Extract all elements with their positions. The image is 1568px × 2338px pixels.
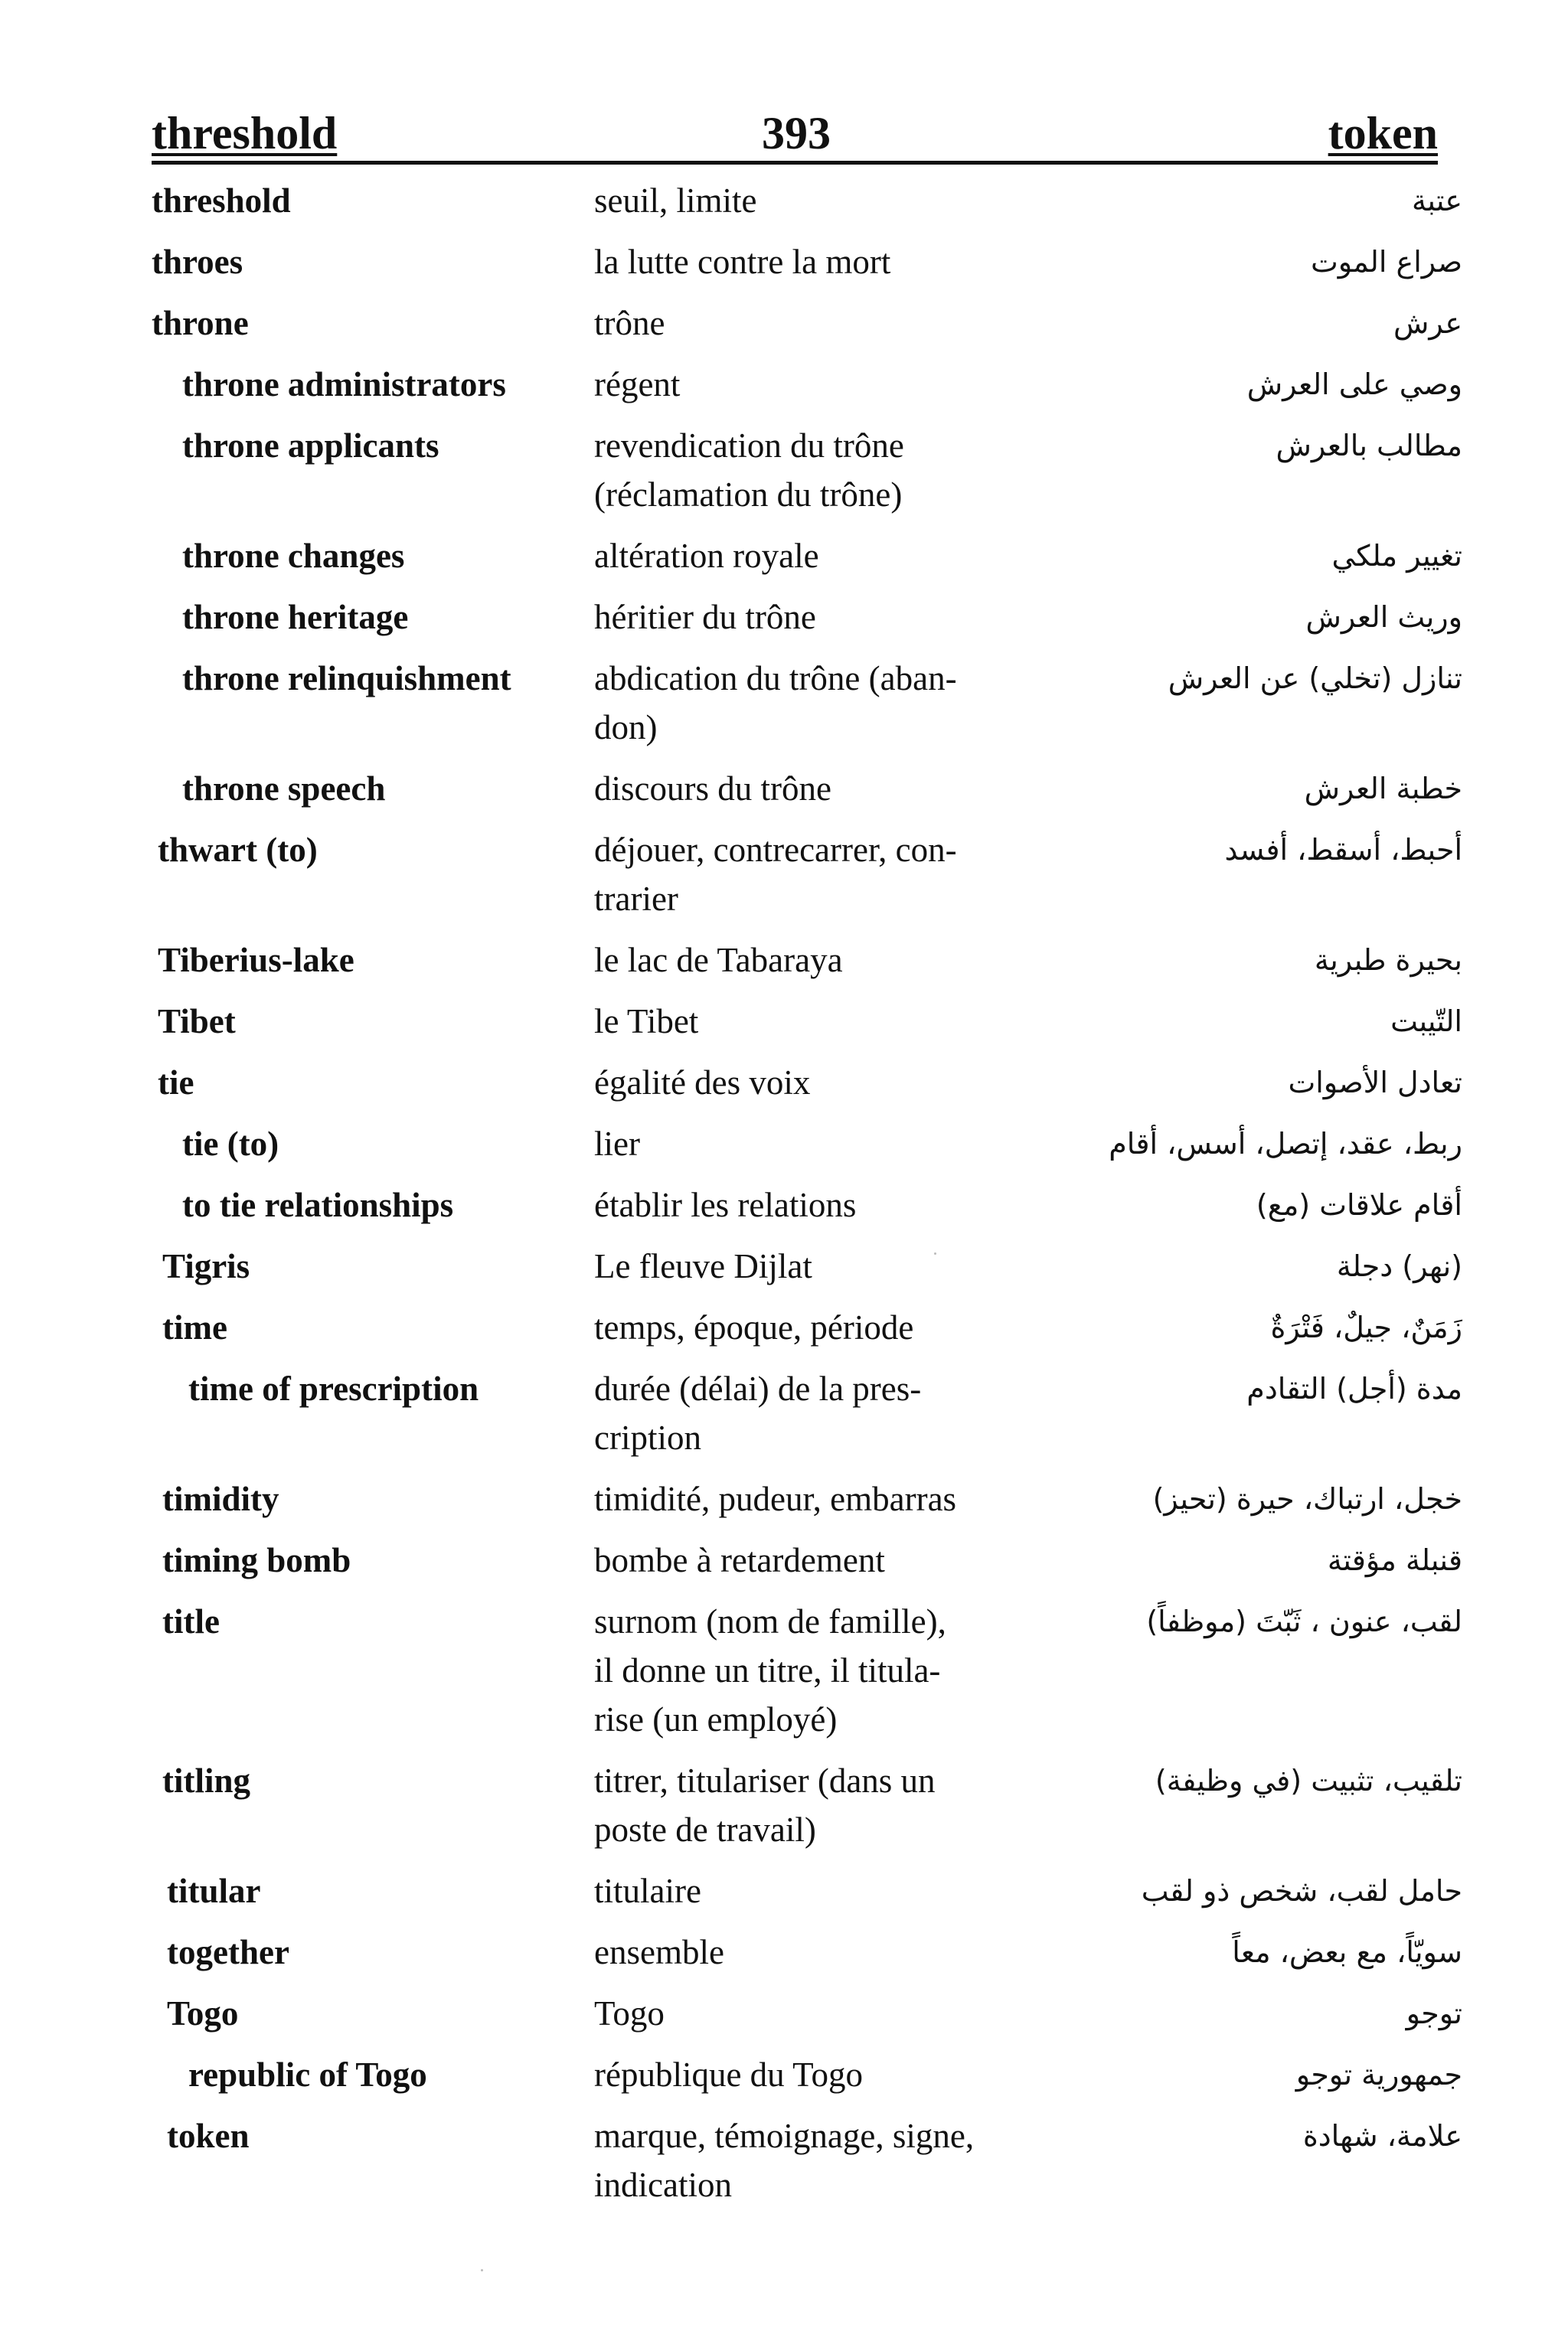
- entry-row: [0, 593, 1568, 642]
- french-translation: la lutte contre la mort: [594, 243, 891, 281]
- header-first-word: threshold: [152, 108, 338, 158]
- french-translation: timidité, pudeur, embarras: [594, 1480, 957, 1518]
- french-translation: régent: [594, 365, 681, 403]
- french-translation: discours du trône: [594, 769, 831, 808]
- arabic-translation: علامة، شهادة: [1302, 2119, 1462, 2153]
- arabic-translation: أقام علاقات (مع): [1256, 1188, 1462, 1222]
- entry-row: [0, 997, 1568, 1046]
- french-translation: Le fleuve Dijlat: [594, 1247, 812, 1285]
- french-translation: le lac de Tabaraya: [594, 941, 843, 979]
- arabic-translation: قنبلة مؤقتة: [1327, 1543, 1462, 1577]
- arabic-translation: خجل، ارتباك، حيرة (تحيز): [1152, 1482, 1462, 1516]
- entry-row: [0, 2111, 1568, 2209]
- arabic-translation: تعادل الأصوات: [1288, 1066, 1462, 1099]
- english-subterm: republic of Togo: [188, 2056, 427, 2094]
- entry-row: [0, 654, 1568, 752]
- english-term: Togo: [167, 1994, 239, 2033]
- english-subterm: throne heritage: [182, 598, 409, 636]
- entry-row: [0, 1597, 1568, 1744]
- entry-row: [0, 360, 1568, 409]
- arabic-translation: زَمَنٌ، جيلٌ، فَتْرَةٌ: [1270, 1311, 1462, 1344]
- english-subterm: time of prescription: [188, 1370, 479, 1408]
- french-translation: seuil, limite: [594, 181, 757, 220]
- french-translation: égalité des voix: [594, 1063, 811, 1102]
- english-subterm: throne speech: [182, 769, 386, 808]
- entry-row: [0, 237, 1568, 286]
- arabic-translation: (نهر) دجلة: [1336, 1249, 1462, 1283]
- french-translation: titulaire: [594, 1872, 701, 1910]
- english-subterm: throne applicants: [182, 426, 439, 465]
- french-translation: temps, époque, période: [594, 1308, 914, 1347]
- entry-row: [0, 825, 1568, 923]
- entry-row: [0, 1303, 1568, 1352]
- entry-row: [0, 421, 1568, 519]
- entry-row: [0, 1536, 1568, 1585]
- french-translation: titrer, titulariser (dans un poste de travail): [594, 1762, 936, 1849]
- french-translation: déjouer, contrecarrer, con- trarier: [594, 831, 957, 918]
- header-last-word: token: [1328, 108, 1438, 158]
- arabic-translation: ربط، عقد، إتصل، أسس، أقام: [1109, 1127, 1462, 1161]
- entry-row: [0, 176, 1568, 225]
- entry-row: [0, 531, 1568, 580]
- english-subterm: throne relinquishment: [182, 659, 511, 697]
- french-translation: lier: [594, 1125, 640, 1163]
- french-translation: revendication du trône (réclamation du trône): [594, 426, 904, 514]
- entry-row: [0, 1364, 1568, 1462]
- entry-row: [0, 1928, 1568, 1977]
- entry-row: [0, 1866, 1568, 1915]
- entry-row: [0, 1989, 1568, 2038]
- running-head: [152, 106, 1438, 165]
- arabic-translation: صراع الموت: [1310, 245, 1462, 279]
- arabic-translation: عتبة: [1412, 184, 1462, 217]
- arabic-translation: تنازل (تخلي) عن العرش: [1168, 661, 1462, 695]
- arabic-translation: توجو: [1406, 1997, 1462, 2030]
- entry-row: [0, 2050, 1568, 2099]
- page-number: 393: [762, 108, 831, 158]
- french-translation: établir les relations: [594, 1186, 857, 1224]
- scan-speck: [481, 2269, 483, 2271]
- english-term: thwart (to): [158, 831, 318, 869]
- arabic-translation: وريث العرش: [1305, 600, 1462, 634]
- english-term: titular: [167, 1872, 261, 1910]
- arabic-translation: خطبة العرش: [1304, 772, 1462, 805]
- entry-row: [0, 1242, 1568, 1291]
- arabic-translation: جمهورية توجو: [1295, 2058, 1462, 2091]
- arabic-translation: عرش: [1393, 306, 1462, 340]
- arabic-translation: حامل لقب، شخص ذو لقب: [1141, 1874, 1462, 1908]
- french-translation: abdication du trône (aban- don): [594, 659, 957, 746]
- english-term: together: [167, 1933, 289, 1971]
- english-term: Tibet: [158, 1002, 236, 1040]
- english-term: Tigris: [162, 1247, 250, 1285]
- english-subterm: tie (to): [182, 1125, 279, 1163]
- arabic-translation: أحبط، أسقط، أفسد: [1224, 833, 1462, 867]
- arabic-translation: سويّاً، مع بعض، معاً: [1232, 1935, 1462, 1969]
- french-translation: altération royale: [594, 537, 819, 575]
- arabic-translation: التّيبت: [1390, 1004, 1462, 1038]
- french-translation: durée (délai) de la pres- cription: [594, 1370, 922, 1457]
- english-term: titling: [162, 1762, 251, 1800]
- french-translation: Togo: [594, 1994, 665, 2033]
- english-subterm: throne administrators: [182, 365, 506, 403]
- english-term: timidity: [162, 1480, 279, 1518]
- english-subterm: to tie relationships: [182, 1186, 454, 1224]
- entry-row: [0, 1756, 1568, 1854]
- arabic-translation: وصي على العرش: [1246, 367, 1462, 401]
- arabic-translation: بحيرة طبرية: [1314, 943, 1462, 977]
- arabic-translation: لقب، عنون ، ثَبّتَ (موظفاً): [1146, 1605, 1462, 1638]
- french-translation: ensemble: [594, 1933, 724, 1971]
- entry-row: [0, 1058, 1568, 1107]
- arabic-translation: مدة (أجل) التقادم: [1246, 1372, 1462, 1406]
- arabic-translation: تلقيب، تثبيت (في وظيفة): [1155, 1764, 1462, 1798]
- entry-row: [0, 1119, 1568, 1168]
- english-term: tie: [158, 1063, 194, 1102]
- french-translation: le Tibet: [594, 1002, 699, 1040]
- french-translation: marque, témoignage, signe, indication: [594, 2117, 975, 2204]
- french-translation: surnom (nom de famille), il donne un titre, il titula- rise (un employé): [594, 1602, 946, 1739]
- entry-row: [0, 764, 1568, 813]
- arabic-translation: مطالب بالعرش: [1276, 429, 1462, 462]
- english-term: time: [162, 1308, 227, 1347]
- english-term: token: [167, 2117, 250, 2155]
- french-translation: héritier du trône: [594, 598, 816, 636]
- french-translation: trône: [594, 304, 665, 342]
- english-subterm: throne changes: [182, 537, 405, 575]
- english-term: Tiberius-lake: [158, 941, 354, 979]
- french-translation: bombe à retardement: [594, 1541, 885, 1579]
- arabic-translation: تغيير ملكي: [1331, 539, 1462, 573]
- english-term: throes: [152, 243, 243, 281]
- english-term: title: [162, 1602, 220, 1641]
- dictionary-entries: [0, 176, 1568, 2209]
- english-term: threshold: [152, 181, 291, 220]
- entry-row: [0, 1474, 1568, 1523]
- english-term: throne: [152, 304, 249, 342]
- entry-row: [0, 936, 1568, 985]
- english-term: timing bomb: [162, 1541, 351, 1579]
- entry-row: [0, 299, 1568, 348]
- scan-speck: [934, 1252, 936, 1255]
- entry-row: [0, 1180, 1568, 1229]
- french-translation: république du Togo: [594, 2056, 863, 2094]
